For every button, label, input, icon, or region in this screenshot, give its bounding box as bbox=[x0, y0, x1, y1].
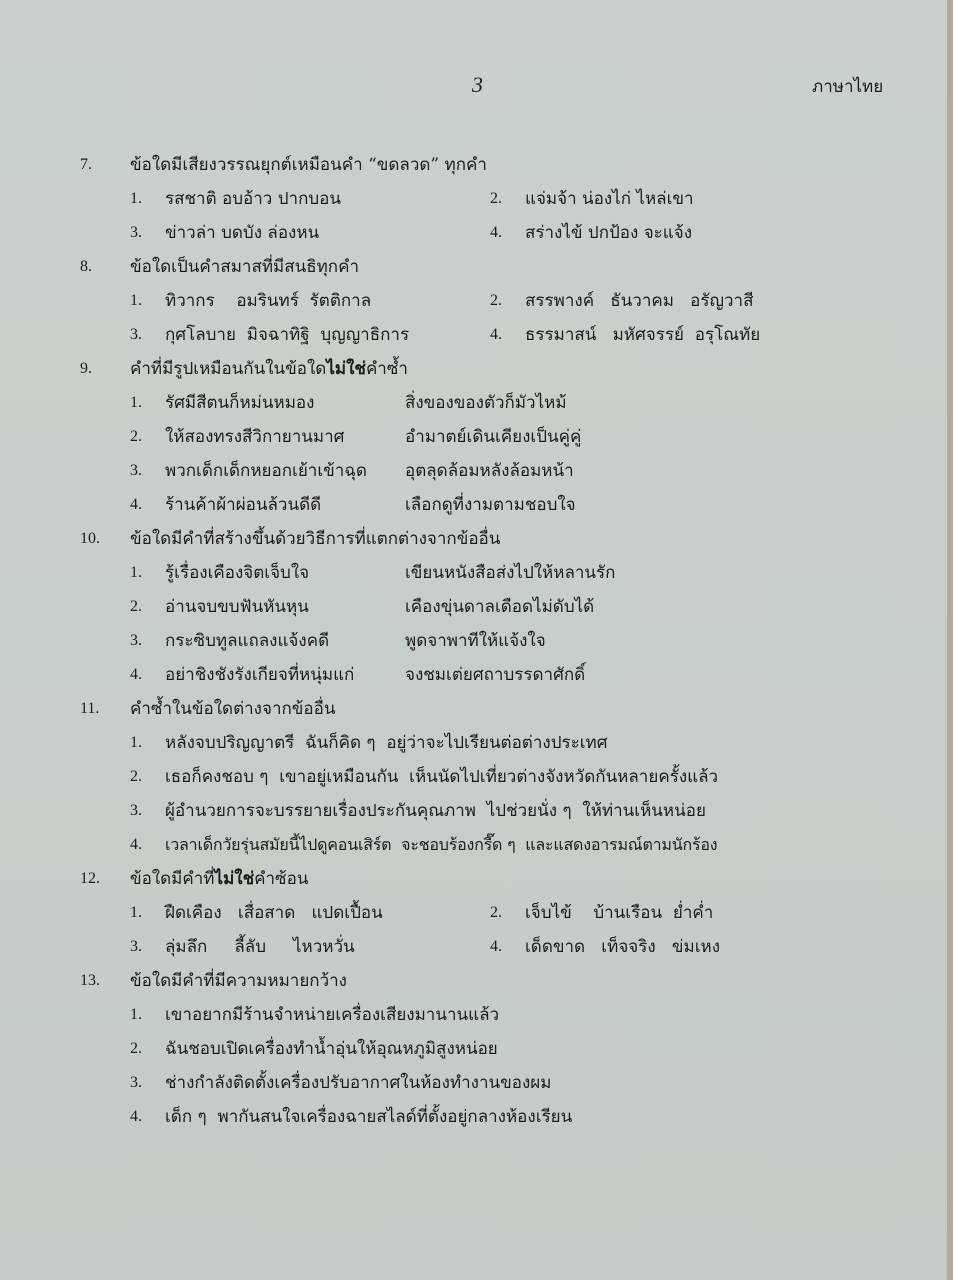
option-number: 4. bbox=[490, 224, 502, 241]
options-row bbox=[80, 182, 930, 216]
option-number: 1. bbox=[130, 564, 142, 581]
option-number: 3. bbox=[130, 802, 142, 819]
option-text: เขาอยากมีร้านจำหน่ายเครื่องเสียงมานานแล้ว bbox=[165, 1005, 500, 1025]
option-verse-b: เขียนหนังสือส่งไปให้หลานรัก bbox=[405, 563, 616, 583]
question-list bbox=[80, 148, 930, 1134]
question-8 bbox=[80, 250, 930, 284]
option-text: ช่างกำลังติดตั้งเครื่องปรับอากาศในห้องทำงานของผม bbox=[165, 1073, 552, 1093]
option-text: ฝืดเคือง เสื่อสาด แปดเปื้อน bbox=[165, 903, 383, 923]
option-2 bbox=[80, 590, 930, 624]
option-verse-b: พูดจาพาทีให้แจ้งใจ bbox=[405, 631, 546, 651]
option-verse-a: อย่าชิงชังรังเกียจที่หนุ่มแก่ bbox=[165, 665, 355, 685]
option-verse-a: ให้สองทรงสีวิกายานมาศ bbox=[165, 427, 345, 447]
question-12 bbox=[80, 862, 930, 896]
question-emphasis: ไม่ใช่ bbox=[326, 359, 366, 379]
option-verse-a: รัศมีสีตนก็หม่นหมอง bbox=[165, 393, 315, 413]
question-text: ข้อใดมีคำที่สร้างขึ้นด้วยวิธีการที่แตกต่างจากข้ออื่น bbox=[130, 529, 501, 549]
option-text: เวลาเด็กวัยรุ่นสมัยนี้ไปดูคอนเสิร์ต จะชอบร้องกรี๊ด ๆ และแสดงอารมณ์ตามนักร้อง bbox=[165, 835, 718, 854]
option-verse-a: อ่านจบขบฟันหันหุน bbox=[165, 597, 309, 617]
options-row bbox=[80, 284, 930, 318]
option-verse-a: กระซิบทูลแถลงแจ้งคดี bbox=[165, 631, 330, 651]
option-text: ธรรมาสน์ มหัศจรรย์ อรุโณทัย bbox=[525, 325, 761, 345]
option-4 bbox=[490, 318, 850, 352]
option-4 bbox=[80, 658, 930, 692]
page-number: 3 bbox=[472, 72, 483, 97]
question-emphasis: ไม่ใช่ bbox=[214, 869, 255, 889]
option-text: เจ็บไข้ บ้านเรือน ย่ำค่ำ bbox=[525, 903, 714, 923]
option-number: 3. bbox=[130, 462, 142, 479]
question-text: ข้อใดเป็นคำสมาสที่มีสนธิทุกคำ bbox=[130, 257, 360, 277]
option-text: ผู้อำนวยการจะบรรยายเรื่องประกันคุณภาพ ไปช่วยนั่ง ๆ ให้ท่านเห็นหน่อย bbox=[165, 801, 706, 821]
option-4 bbox=[80, 488, 930, 522]
option-2 bbox=[490, 896, 850, 930]
question-number: 9. bbox=[80, 360, 92, 377]
option-verse-a: ร้านค้าผ้าผ่อนล้วนดีดี bbox=[165, 495, 322, 515]
option-text: รสชาติ อบอ้าว ปากบอน bbox=[165, 189, 341, 209]
option-2 bbox=[80, 760, 930, 794]
question-11 bbox=[80, 692, 930, 726]
option-4 bbox=[80, 828, 930, 862]
option-1 bbox=[80, 998, 930, 1032]
option-text: สร่างไข้ ปกป้อง จะแจ้ง bbox=[525, 223, 693, 243]
subject-title: ภาษาไทย bbox=[812, 77, 884, 97]
question-number: 13. bbox=[80, 972, 100, 989]
option-3 bbox=[80, 1066, 930, 1100]
option-number: 4. bbox=[130, 1108, 142, 1125]
option-verse-b: เคืองขุ่นดาลเดือดไม่ดับได้ bbox=[405, 597, 595, 617]
option-text: ทิวากร อมรินทร์ รัตติกาล bbox=[165, 291, 372, 311]
option-verse-b: เลือกดูที่งามตามชอบใจ bbox=[405, 495, 576, 515]
option-verse-b: อำมาตย์เดินเคียงเป็นคู่คู่ bbox=[405, 427, 582, 447]
option-number: 1. bbox=[130, 292, 142, 309]
option-verse-b: อุตลุดล้อมหลังล้อมหน้า bbox=[405, 461, 574, 481]
option-4 bbox=[490, 930, 850, 964]
option-number: 2. bbox=[130, 428, 142, 445]
option-2 bbox=[490, 182, 850, 216]
question-number: 10. bbox=[80, 530, 100, 547]
option-text: สรรพางค์ ธันวาคม อรัญวาสี bbox=[525, 291, 754, 311]
option-number: 3. bbox=[130, 224, 142, 241]
option-text: กุศโลบาย มิจฉาทิฐิ บุญญาธิการ bbox=[165, 325, 410, 345]
question-13 bbox=[80, 964, 930, 998]
option-1 bbox=[80, 556, 930, 590]
option-number: 4. bbox=[130, 496, 142, 513]
question-7 bbox=[80, 148, 930, 182]
question-number: 12. bbox=[80, 870, 100, 887]
options-row bbox=[80, 216, 930, 250]
page-edge bbox=[947, 0, 953, 1280]
options-row bbox=[80, 930, 930, 964]
question-text-part: ข้อใดมีคำที่ bbox=[130, 869, 215, 889]
question-number: 8. bbox=[80, 258, 92, 275]
question-text bbox=[130, 862, 308, 896]
option-3 bbox=[80, 794, 930, 828]
option-number: 3. bbox=[130, 1074, 142, 1091]
option-3 bbox=[80, 454, 930, 488]
option-1 bbox=[130, 896, 490, 930]
question-text: ข้อใดมีคำที่มีความหมายกว้าง bbox=[130, 971, 347, 991]
question-text-part: คำที่มีรูปเหมือนกันในข้อใด bbox=[130, 359, 327, 379]
option-number: 2. bbox=[130, 768, 142, 785]
option-number: 2. bbox=[490, 190, 502, 207]
question-number: 7. bbox=[80, 156, 92, 173]
option-text: ข่าวล่า บดบัง ล่องหน bbox=[165, 223, 320, 243]
question-text bbox=[130, 352, 408, 386]
question-number: 11. bbox=[80, 700, 100, 717]
option-number: 4. bbox=[490, 326, 502, 343]
option-text: แจ่มจ้า น่องไก่ ไหล่เขา bbox=[525, 189, 694, 209]
option-number: 1. bbox=[130, 190, 142, 207]
option-number: 1. bbox=[130, 734, 142, 751]
option-text: ลุ่มลึก ลี้ลับ ไหวหวั่น bbox=[165, 937, 355, 957]
option-text: หลังจบปริญญาตรี ฉันก็คิด ๆ อยู่ว่าจะไปเรียนต่อต่างประเทศ bbox=[165, 733, 608, 753]
option-number: 3. bbox=[130, 938, 142, 955]
option-2 bbox=[80, 420, 930, 454]
option-1 bbox=[130, 284, 490, 318]
question-10 bbox=[80, 522, 930, 556]
option-number: 2. bbox=[490, 904, 502, 921]
option-number: 3. bbox=[130, 326, 142, 343]
option-number: 4. bbox=[130, 666, 142, 683]
options-row bbox=[80, 896, 930, 930]
option-text: ฉันชอบเปิดเครื่องทำน้ำอุ่นให้อุณหภูมิสูงหน่อย bbox=[165, 1039, 498, 1059]
question-text-part: คำซ้อน bbox=[254, 869, 309, 889]
option-1 bbox=[80, 386, 930, 420]
option-number: 1. bbox=[130, 1006, 142, 1023]
option-number: 2. bbox=[490, 292, 502, 309]
option-number: 4. bbox=[490, 938, 502, 955]
option-text: เธอก็คงชอบ ๆ เขาอยู่เหมือนกัน เห็นนัดไปเที่ยวต่างจังหวัดกันหลายครั้งแล้ว bbox=[165, 767, 719, 787]
option-number: 1. bbox=[130, 394, 142, 411]
option-text: เด็ก ๆ พากันสนใจเครื่องฉายสไลด์ที่ตั้งอยู่กลางห้องเรียน bbox=[165, 1107, 573, 1127]
option-3 bbox=[130, 930, 490, 964]
option-3 bbox=[130, 216, 490, 250]
option-3 bbox=[130, 318, 490, 352]
option-text: เด็ดขาด เท็จจริง ข่มเหง bbox=[525, 937, 721, 957]
option-2 bbox=[80, 1032, 930, 1066]
question-text: คำซ้ำในข้อใดต่างจากข้ออื่น bbox=[130, 699, 336, 719]
option-number: 2. bbox=[130, 1040, 142, 1057]
option-verse-b: สิ่งของของตัวก็มัวไหม้ bbox=[405, 393, 567, 413]
option-1 bbox=[130, 182, 490, 216]
option-number: 2. bbox=[130, 598, 142, 615]
option-number: 1. bbox=[130, 904, 142, 921]
option-verse-b: จงชมเต่ยศถาบรรดาศักดิ์ bbox=[405, 665, 586, 685]
option-4 bbox=[80, 1100, 930, 1134]
option-4 bbox=[490, 216, 850, 250]
option-number: 3. bbox=[130, 632, 142, 649]
question-text-part: คำซ้ำ bbox=[365, 359, 408, 379]
question-text: ข้อใดมีเสียงวรรณยุกต์เหมือนคำ “ขดลวด” ทุกคำ bbox=[130, 155, 487, 175]
option-verse-a: รู้เรื่องเคืองจิตเจ็บใจ bbox=[165, 563, 310, 583]
option-2 bbox=[490, 284, 850, 318]
option-3 bbox=[80, 624, 930, 658]
option-number: 4. bbox=[130, 836, 142, 853]
options-row bbox=[80, 318, 930, 352]
option-1 bbox=[80, 726, 930, 760]
option-verse-a: พวกเด็กเด็กหยอกเย้าเข้าฉุด bbox=[165, 461, 367, 481]
question-9 bbox=[80, 352, 930, 386]
